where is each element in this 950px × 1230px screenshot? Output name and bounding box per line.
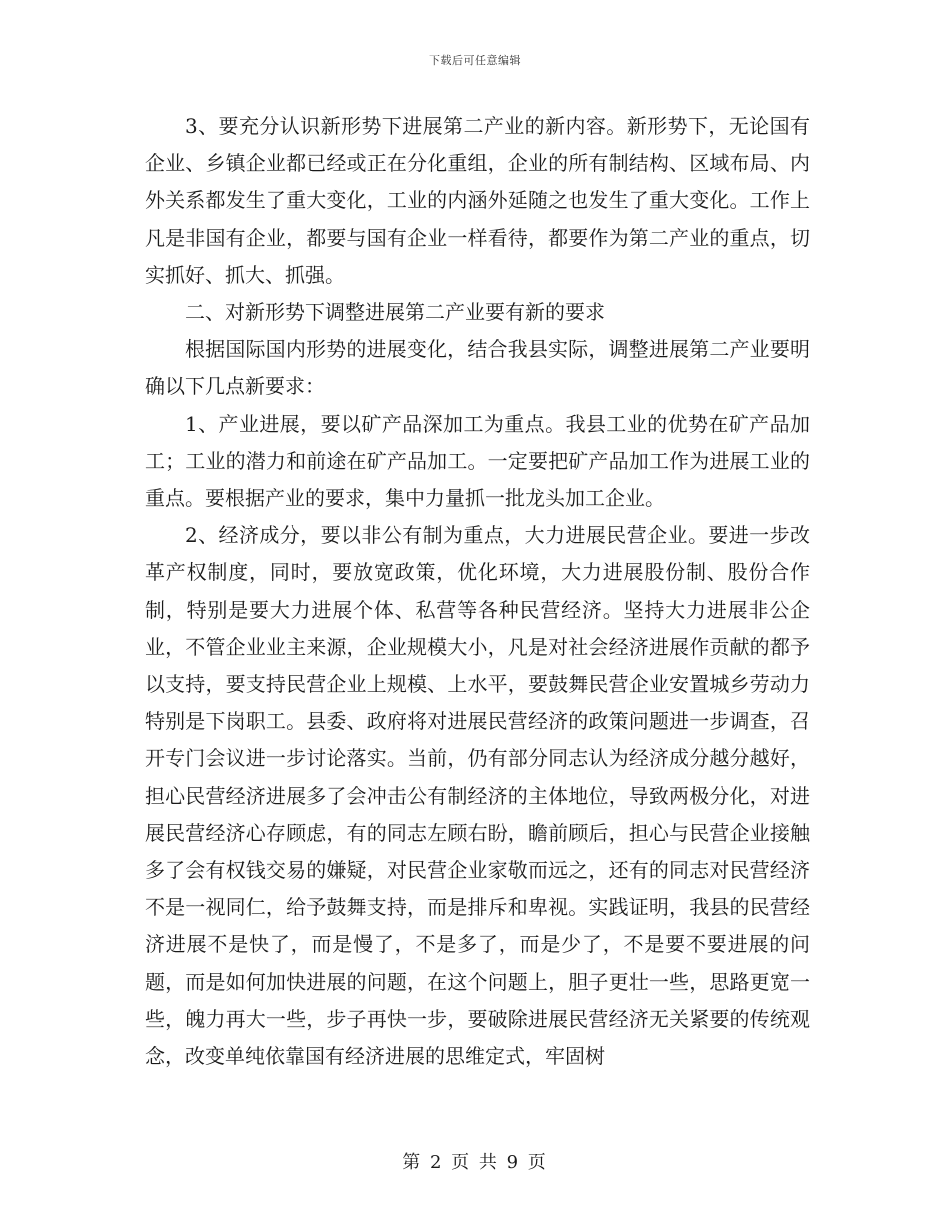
page-number: 第 2 页 共 9 页	[402, 1152, 548, 1173]
document-body	[145, 108, 810, 1075]
paragraph-item-2: 2、经济成分，要以非公有制为重点，大力进展民营企业。要进一步改革产权制度，同时，要放宽政策，优化环境，大力进展股份制、股份合作制，特别是要大力进展个体、私营等各种民营经济。坚持大力进展非公企业，不管企业业主来源，企业规模大小，凡是对社会经济进展作贡献的都予以支持，要支持民营企业上规模、上水平，要鼓舞民营企业安置城乡劳动力特别是下岗职工。县委、政府将对进展民营经济的政策问题进一步调查，召开专门会议进一步讨论落实。当前，仍有部分同志认为经济成分越分越好，担心民营经济进展多了会冲击公有制经济的主体地位，导致两极分化，对进展民营经济心存顾虑，有的同志左顾右盼，瞻前顾后，担心与民营企业接触多了会有权钱交易的嫌疑，对民营企业家敬而远之，还有的同志对民营经济不是一视同仁，给予鼓舞支持，而是排斥和卑视。实践证明，我县的民营经济进展不是快了，而是慢了，不是多了，而是少了，不是要不要进展的问题，而是如何加快进展的问题，在这个问题上，胆子更壮一些，思路更宽一些，魄力再大一些，步子再快一步，要破除进展民营经济无关紧要的传统观念，改变单纯依靠国有经济进展的思维定式，牢固树	[145, 523, 810, 1069]
paragraph-item-1: 1、产业进展，要以矿产品深加工为重点。我县工业的优势在矿产品加工；工业的潜力和前途在矿产品加工。一定要把矿产品加工作为进展工业的重点。要根据产业的要求，集中力量抓一批龙头加工企业。	[145, 411, 810, 511]
page-header: 下载后可任意编辑	[429, 54, 521, 67]
paragraph-intro: 根据国际国内形势的进展变化，结合我县实际，调整进展第二产业要明确以下几点新要求：	[145, 337, 810, 399]
paragraph-item-3: 3、要充分认识新形势下进展第二产业的新内容。新形势下，无论国有企业、乡镇企业都已经或正在分化重组，企业的所有制结构、区域布局、内外关系都发生了重大变化，工业的内涵外延随之也发生了重大变化。工作上凡是非国有企业，都要与国有企业一样看待，都要作为第二产业的重点，切实抓好、抓大、抓强。	[145, 114, 810, 287]
section-heading-2: 二、对新形势下调整进展第二产业要有新的要求	[185, 300, 605, 325]
